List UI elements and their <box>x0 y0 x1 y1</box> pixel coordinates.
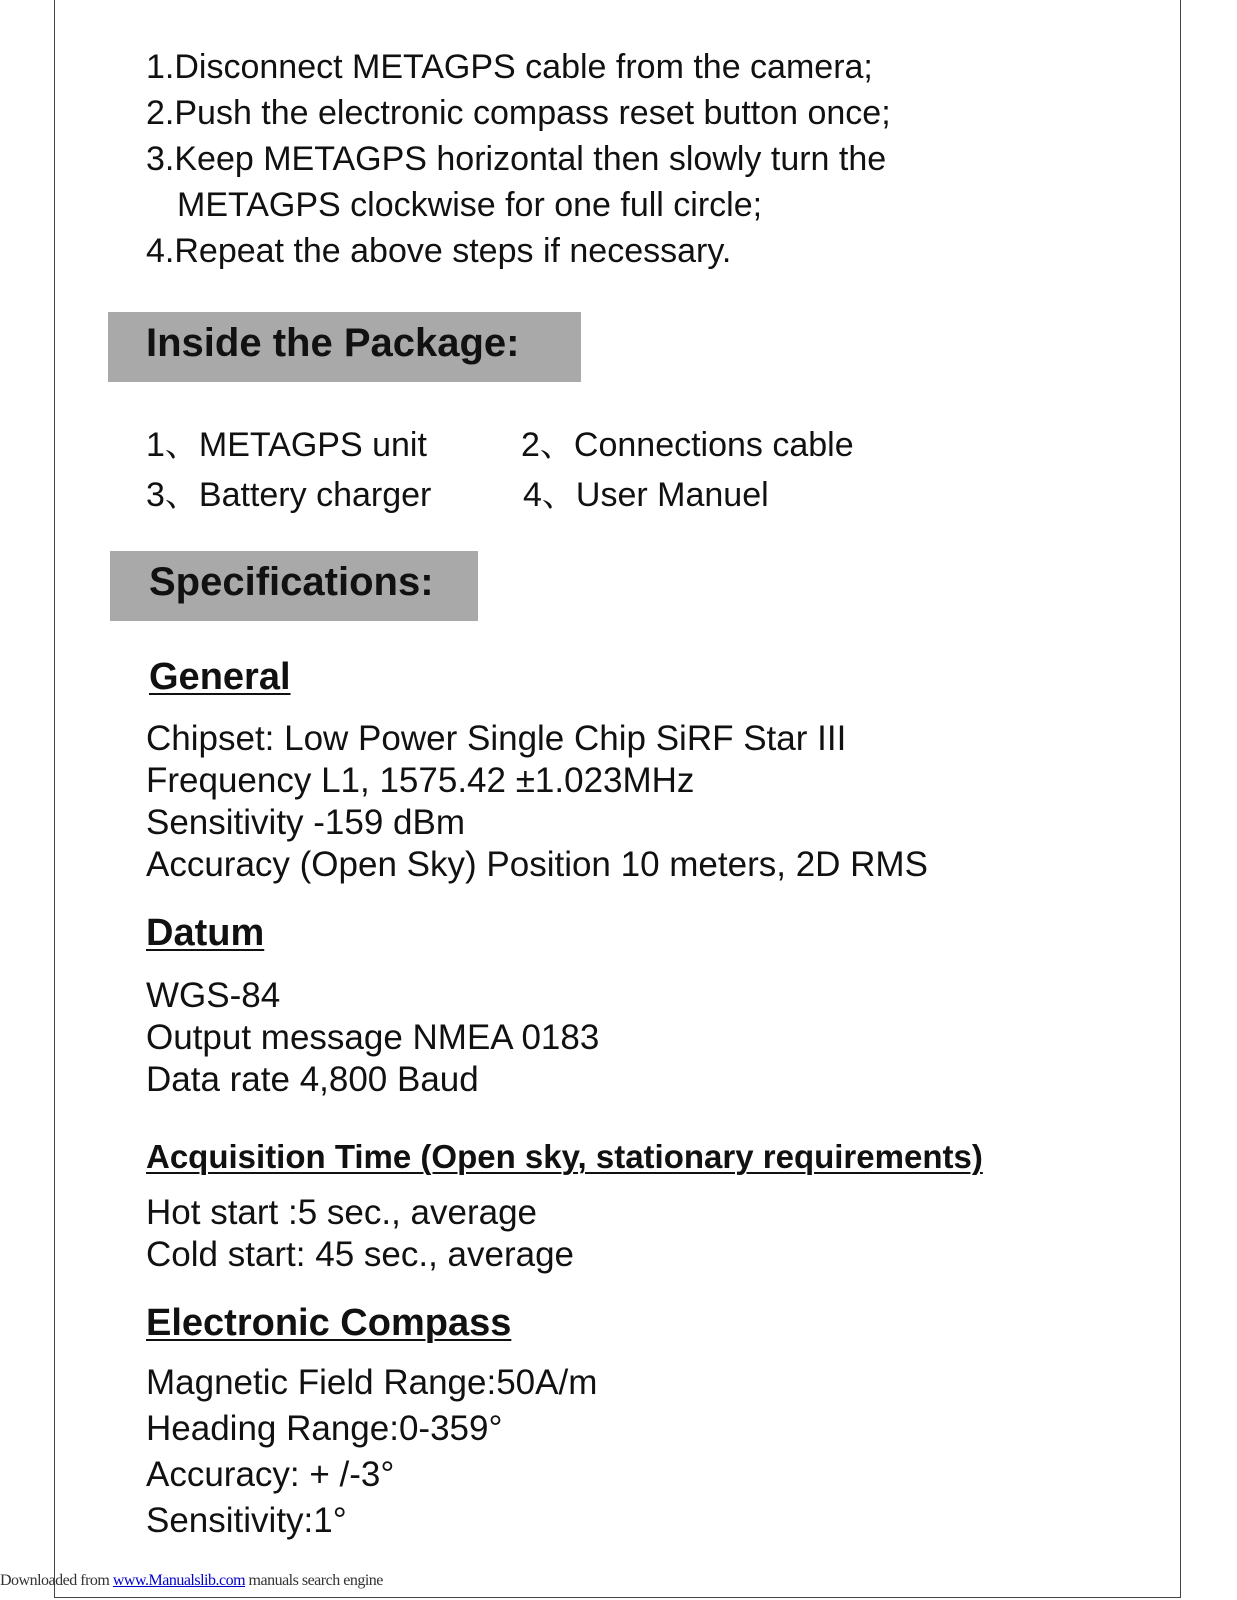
footer-prefix: Downloaded from <box>0 1572 113 1589</box>
acquisition-line-hot: Hot start :5 sec., average <box>146 1193 538 1232</box>
step-3: 3.Keep METAGPS horizontal then slowly turn the <box>146 140 887 178</box>
compass-line-sensitivity: Sensitivity:1° <box>146 1501 347 1540</box>
compass-line-field: Magnetic Field Range:50A/m <box>146 1363 598 1402</box>
general-line-frequency: Frequency L1, 1575.42 ±1.023MHz <box>146 761 695 800</box>
package-item-2: 2、Connections cable <box>521 426 854 464</box>
package-item-3: 3、Battery charger <box>146 476 432 514</box>
specifications-banner <box>110 551 478 621</box>
package-heading: Inside the Package: <box>146 321 520 365</box>
compass-line-heading: Heading Range:0-359° <box>146 1409 503 1448</box>
datum-heading: Datum <box>146 912 265 954</box>
step-4: 4.Repeat the above steps if necessary. <box>146 232 732 270</box>
datum-line-rate: Data rate 4,800 Baud <box>146 1060 479 1099</box>
acquisition-heading: Acquisition Time (Open sky, stationary requirements) <box>146 1138 983 1175</box>
package-item-4: 4、User Manuel <box>523 476 769 514</box>
step-3-continued: METAGPS clockwise for one full circle; <box>177 186 763 224</box>
general-line-accuracy: Accuracy (Open Sky) Position 10 meters, 2D RMS <box>146 845 928 884</box>
general-line-sensitivity: Sensitivity -159 dBm <box>146 803 466 842</box>
manualslib-link[interactable]: www.Manualslib.com <box>112 1572 246 1589</box>
acquisition-line-cold: Cold start: 45 sec., average <box>146 1235 574 1274</box>
general-line-chipset: Chipset: Low Power Single Chip SiRF Star III <box>146 719 847 758</box>
compass-heading: Electronic Compass <box>146 1302 512 1344</box>
step-1: 1.Disconnect METAGPS cable from the camera; <box>146 48 873 86</box>
package-banner <box>108 312 581 382</box>
compass-line-accuracy: Accuracy: + /-3° <box>146 1455 395 1494</box>
download-footer <box>0 1572 383 1590</box>
step-2: 2.Push the electronic compass reset button once; <box>146 94 891 132</box>
specifications-heading: Specifications: <box>149 560 434 604</box>
footer-suffix: manuals search engine <box>245 1572 383 1589</box>
general-heading: General <box>149 656 291 698</box>
datum-line-wgs: WGS-84 <box>146 976 281 1015</box>
package-item-1: 1、METAGPS unit <box>146 426 427 464</box>
datum-line-output: Output message NMEA 0183 <box>146 1018 600 1057</box>
